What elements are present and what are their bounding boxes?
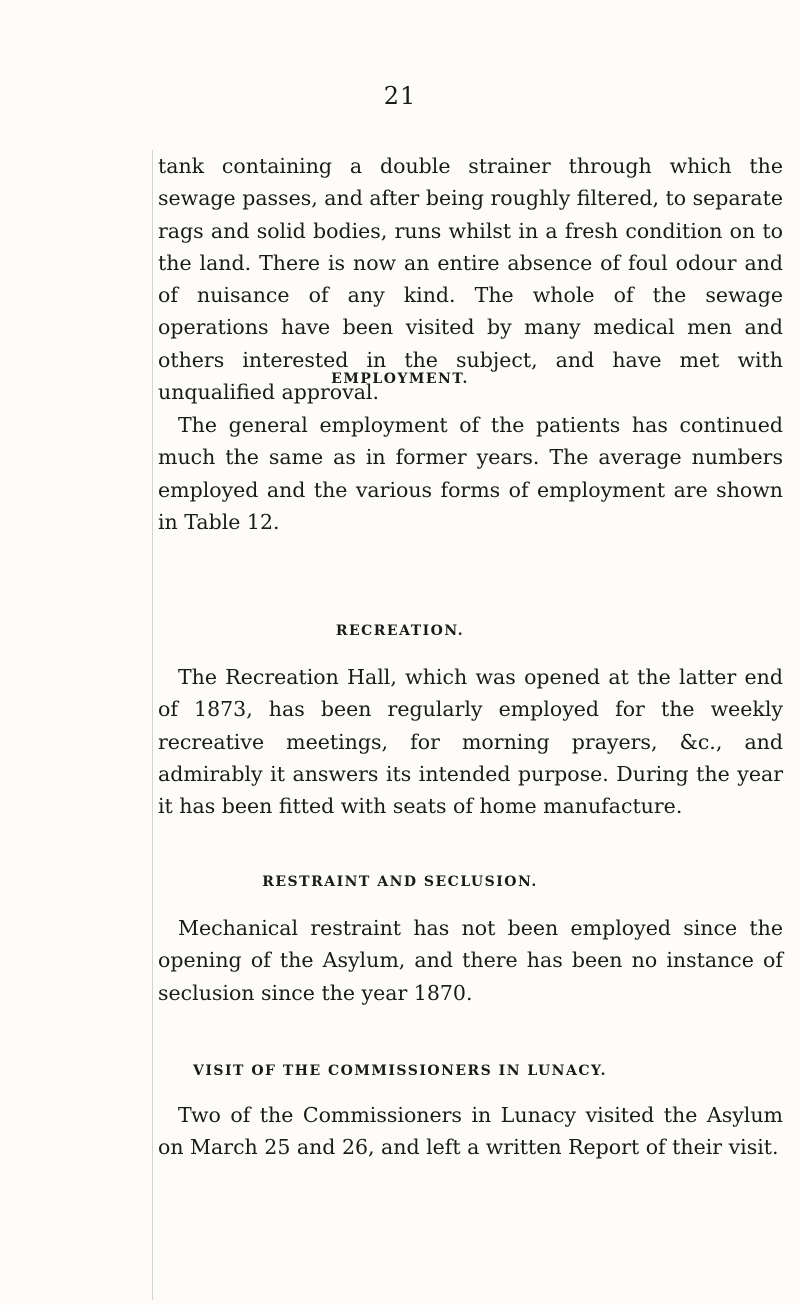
page-number: 21 [383, 82, 417, 110]
paragraph-recreation: The Recreation Hall, which was opened at the latter end of 1873, has been regularly employed for the weekly recreative meetings, for morning prayers, &c., and admirably it answers its intended purpose. During the year it has been fitted with seats of home manufacture. [158, 665, 783, 819]
paragraph-employment: The general employment of the patients has continued much the same as in former years. The average numbers employed and the various forms of employment are shown in Table 12. [158, 413, 783, 534]
heading-commissioners-visit: VISIT OF THE COMMISSIONERS IN LUNACY. [192, 1063, 608, 1079]
paragraph-commissioners-visit: Two of the Commissioners in Lunacy visited the Asylum on March 25 and 26, and left a written Report of their visit. [158, 1103, 783, 1160]
paragraph-sewage: tank containing a double strainer through which the sewage passes, and after being roughly filtered, to separate rags and solid bodies, runs whilst in a fresh condition on to the land. There is now an entire absence of foul odour and of nuisance of any kind. The whole of the sewage operations have been visited by many medical men and others interested in the subject, and have met with unqualified approval. [158, 154, 783, 405]
paragraph-restraint-seclusion: Mechanical restraint has not been employed since the opening of the Asylum, and there has been no instance of seclusion since the year 1870. [158, 916, 783, 1005]
margin-rule [152, 150, 153, 1300]
heading-employment: EMPLOYMENT. [331, 371, 469, 387]
heading-recreation: RECREATION. [335, 623, 465, 639]
heading-restraint-seclusion: RESTRAINT AND SECLUSION. [262, 874, 538, 890]
